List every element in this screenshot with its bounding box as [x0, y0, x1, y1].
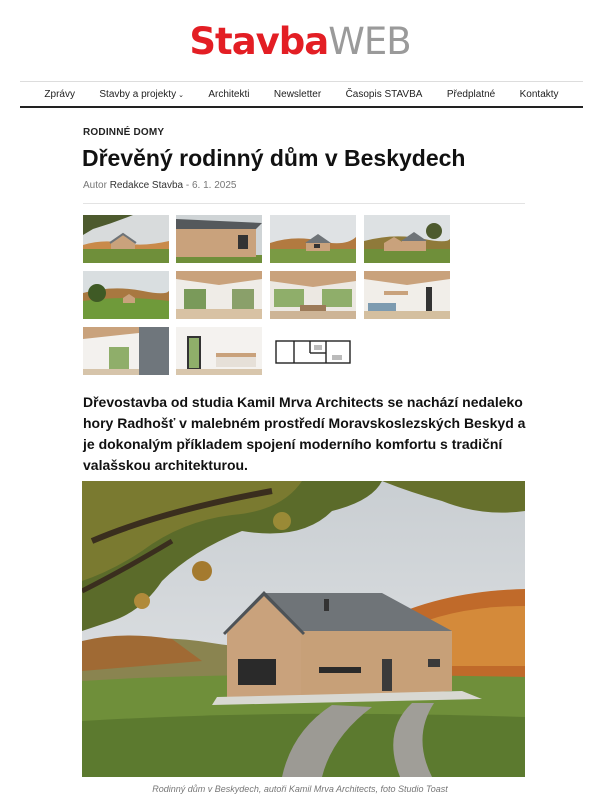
- thumbnail-image: [270, 271, 356, 319]
- nav-item-architekti[interactable]: Architekti: [208, 88, 250, 100]
- author-prefix: Autor: [83, 180, 107, 191]
- logo-stavba: Stavba: [189, 20, 329, 63]
- nav-item-casopis-stavba[interactable]: Časopis STAVBA: [345, 88, 423, 100]
- nav-item-label: Stavby a projekty: [99, 88, 177, 100]
- floorplan-image: [270, 327, 356, 375]
- meta-divider: [83, 203, 525, 204]
- nav-item-stavby-a-projekty[interactable]: [99, 89, 184, 100]
- article-lead: Dřevostavba od studia Kamil Mrva Architects se nachází nedaleko hory Radhošť v malebném prostředí Moravskoslezských Beskyd a je dokonalým příkladem spojení moderního komfortu s tradiční valašskou architekturou.: [83, 394, 526, 473]
- gallery-thumbnail[interactable]: [176, 327, 262, 375]
- nav-item-predplatne[interactable]: Předplatné: [446, 88, 496, 100]
- gallery-thumbnail[interactable]: [176, 215, 262, 263]
- thumbnail-image: [364, 271, 450, 319]
- nav-item-zpravy[interactable]: Zprávy: [44, 88, 75, 100]
- logo-web: WEB: [328, 20, 411, 63]
- thumbnail-image: [364, 215, 450, 263]
- article-title: Dřevěný rodinný dům v Beskydech: [82, 145, 466, 171]
- gallery-thumbnail[interactable]: [270, 327, 356, 375]
- hero-photo: [82, 481, 525, 777]
- site-logo[interactable]: [0, 20, 600, 64]
- gallery-thumbnail[interactable]: [270, 215, 356, 263]
- thumbnail-image: [83, 215, 169, 263]
- gallery-thumbnail[interactable]: [270, 271, 356, 319]
- gallery-thumbnail[interactable]: [83, 215, 169, 263]
- thumbnail-image: [176, 271, 262, 319]
- article-date: 6. 1. 2025: [191, 180, 237, 191]
- thumbnail-image: [83, 271, 169, 319]
- meta-separator: -: [185, 180, 190, 191]
- thumbnail-image: [176, 215, 262, 263]
- nav-item-kontakty[interactable]: Kontakty: [519, 88, 559, 100]
- thumbnail-image: [83, 327, 169, 375]
- thumbnail-image: [176, 327, 262, 375]
- nav-bottom-divider: [20, 106, 583, 108]
- main-nav: [20, 82, 583, 106]
- gallery-thumbnail[interactable]: [364, 215, 450, 263]
- hero-image[interactable]: [82, 481, 525, 777]
- thumbnail-image: [270, 215, 356, 263]
- author-link[interactable]: Redakce Stavba: [109, 180, 184, 191]
- gallery-thumbnail[interactable]: [83, 271, 169, 319]
- nav-item-newsletter[interactable]: Newsletter: [273, 88, 322, 100]
- chevron-down-icon: ⌄: [178, 91, 184, 99]
- article-meta: [83, 180, 236, 191]
- gallery-thumbnail[interactable]: [83, 327, 169, 375]
- gallery-thumbnail[interactable]: [364, 271, 450, 319]
- article-category[interactable]: RODINNÉ DOMY: [83, 127, 165, 138]
- gallery-thumbnail[interactable]: [176, 271, 262, 319]
- hero-caption: Rodinný dům v Beskydech, autoři Kamil Mrva Architects, foto Studio Toast: [152, 784, 448, 794]
